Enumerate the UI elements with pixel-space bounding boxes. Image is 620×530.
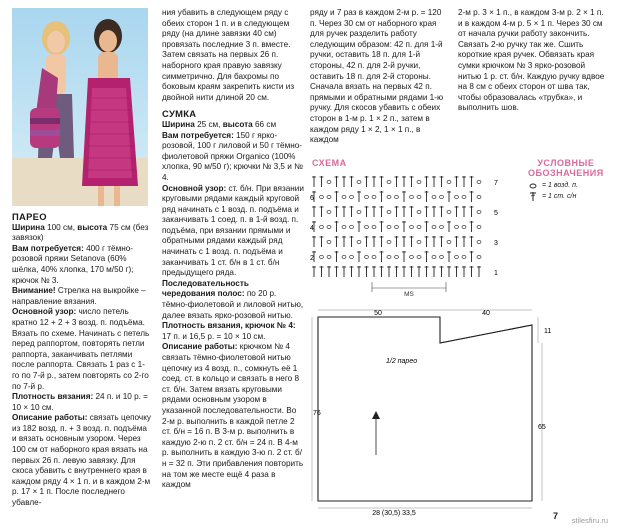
dim-top-right: 40 [482, 310, 490, 317]
page-number: 7 [552, 511, 558, 521]
bag-finish-text: 2-м р. 3 × 1 п., в каждом 3-м р. 2 × 1 п. и в каждом 4-м р. 5 × 1 п. Через 30 см от начала ручки работу закончить. Связать 2-ю ручку так же. Сшить короткие края ручек. Обвязать края сумки крючком № 3 ярко-розовой нитью 1 р. ст. б/н. Каждую ручку вдвое на 8 см с обеих сторон от шва так, чтобы образовалась «трубка», и выполнить шов. [458, 8, 605, 113]
row-number: 2 [310, 255, 314, 262]
pareo-attention: Внимание! Стрелка на выкройке – направление вязания. [12, 286, 146, 306]
row-number: 6 [310, 195, 314, 202]
dim-right-small: 11 [544, 328, 552, 335]
bag-sequence: Последовательность чередования полос: по 20 р. тёмно-фиолетовой и лиловой нитью, далее вязать ярко-розовой нитью. [162, 278, 304, 320]
legend-dc: = 1 ст. с/н [528, 191, 608, 202]
pareo-column [12, 212, 152, 509]
pareo-title: ПАРЕО [12, 211, 47, 222]
bag-finish-column [458, 8, 610, 114]
row-number: 3 [494, 240, 498, 247]
bag-size: Ширина 25 см, высота 66 см [162, 119, 277, 129]
pareo-work: Описание работы: связать цепочку из 182 возд. п. + 3 возд. п. подъёма и вязать основным узором. Через 100 см от наборного края вязать на первых 26 п. левую завязку. Для скоса убавить с внутреннего края в каждом ряду 4 × 1 п. и в каждом 2-м р. 17 × 1 п. После последнего убавле- [12, 413, 151, 508]
legend-chain: = 1 возд. п. [528, 180, 608, 191]
diagram-center-label: 1/2 парео [386, 358, 418, 365]
dim-top-left: 50 [374, 310, 382, 317]
crochet-chart [310, 170, 510, 300]
bag-column [162, 8, 304, 491]
chart-row-2 [310, 251, 481, 262]
pareo-diagram [310, 305, 550, 515]
bag-density: Плотность вязания, крючок № 4: 17 п. и 16,5 р. = 10 × 10 см. [162, 321, 296, 341]
site-watermark: stilesfiru.ru [571, 516, 608, 525]
bag-continued-column [310, 8, 450, 146]
double-crochet-icon [528, 191, 538, 202]
pareo-continued: ния убавить в следующем ряду с обеих сторон 1 п. и в следующем ряду (на длине завязки 40 см) провязать последние 3 п. вместе. Затем связать на первых 26 п. наборного края правую завязку симметрично. Для бахромы по боковым краям закрепить кисти из двойной нити длиной 20 см. [162, 8, 295, 102]
chart-row-1 [312, 266, 498, 277]
dim-bottom: 28 (30,5) 33,5 [372, 510, 416, 517]
pareo-size: Ширина 100 см, высота 75 см (без завязок) [12, 222, 149, 243]
pareo-materials: Вам потребуется: 400 г тёмно-розовой пряжи Setanova (60% шёлка, 40% хлопка, 170 м/50 г); крючок № 3. [12, 243, 134, 285]
bag-work: Описание работы: крючком № 4 связать тёмно-фиолетовой нитью цепочку из 4 возд. п., сомкнуть её 1 соед. ст. в кольцо и связать в него 8 ст. б/н. Затем вязать круговыми рядами основным узором в указанной последовательности. Во 2-м р. выполнить в каждой петле 2 ст. б/н = 16 п. В 3-м р. выполнить в каждую 2-ю п. 2 ст. б/н = 24 п. В 4-м р. выполнить в каждую 3-ю п. 2 ст. б/н = 32 п. Эти прибавления повторить на том же месте ещё 4 раза в каждом [162, 342, 304, 490]
chart-row-5 [312, 206, 498, 217]
bag-materials: Вам потребуется: 150 г ярко-розовой, 100 г лиловой и 50 г тёмно-фиолетовой пряжи Organico (100% хлопка, 90 м/50 г); крючки № 3,5 и № 4. [162, 130, 303, 182]
bag-title: СУМКА [162, 108, 197, 120]
legend [528, 180, 608, 202]
chart-row-4 [310, 221, 481, 232]
row-number: 5 [494, 210, 498, 217]
chart-row-6 [310, 191, 481, 202]
row-number: 4 [310, 225, 314, 232]
chart-row-7 [312, 176, 498, 187]
row-number: 7 [494, 180, 498, 187]
legend-title: УСЛОВНЫЕ ОБОЗНАЧЕНИЯ [528, 158, 604, 178]
schema-title: СХЕМА [312, 158, 347, 168]
dim-left: 76 [313, 410, 321, 417]
repeat-label: MS [404, 291, 414, 298]
row-number: 1 [494, 270, 498, 277]
chart-row-3 [312, 236, 498, 247]
bag-continued-text: ряду и 7 раз в каждом 2-м р. = 120 п. Через 30 см от наборного края для ручек разделить работу следующим образом: 42 п. для 1-й ручки, оставить 18 п. для 1-й стороны, 42 п. для 2-й ручки, оставить 18 п. для 2-й стороны. Сначала вязать на первых 42 п. прямыми и обратными рядами 1-ю ручку. Для скосов убавить с обеих сторон в 1-м р. 1 × 2 п., затем в каждом ряду 1 × 2, 1 × 1 п., в каждом [310, 8, 444, 145]
pareo-density: Плотность вязания: 24 п. и 10 р. = 10 × 10 см. [12, 392, 148, 412]
dim-right: 65 [538, 424, 546, 431]
product-photo [12, 8, 148, 206]
pareo-pattern: Основной узор: число петель кратно 12 + 2 + 3 возд. п. подъёма. Вязать по схеме. Начинать с петель перед раппортом, повторять петли раппорта, заканчивать петлями после раппорта. Связать 1 раз с 1-го по 7-й р., затем повторять со 2-го по 7-й р. [12, 307, 150, 391]
diagram-outline [318, 317, 532, 501]
bag-pattern: Основной узор: ст. б/н. При вязании круговыми рядами каждый круговой ряд начинать с 1 возд. п. подъёма и заканчивать 1 соед. п. в 1-й возд. п. подъёма, при вязании прямыми и обратными рядами каждый ряд начинать с 1 возд. п. подъёма и заканчивать 1 ст. б/н в 1 ст. б/н предыдущего ряда. [162, 183, 304, 278]
chain-stitch-icon [528, 182, 538, 190]
